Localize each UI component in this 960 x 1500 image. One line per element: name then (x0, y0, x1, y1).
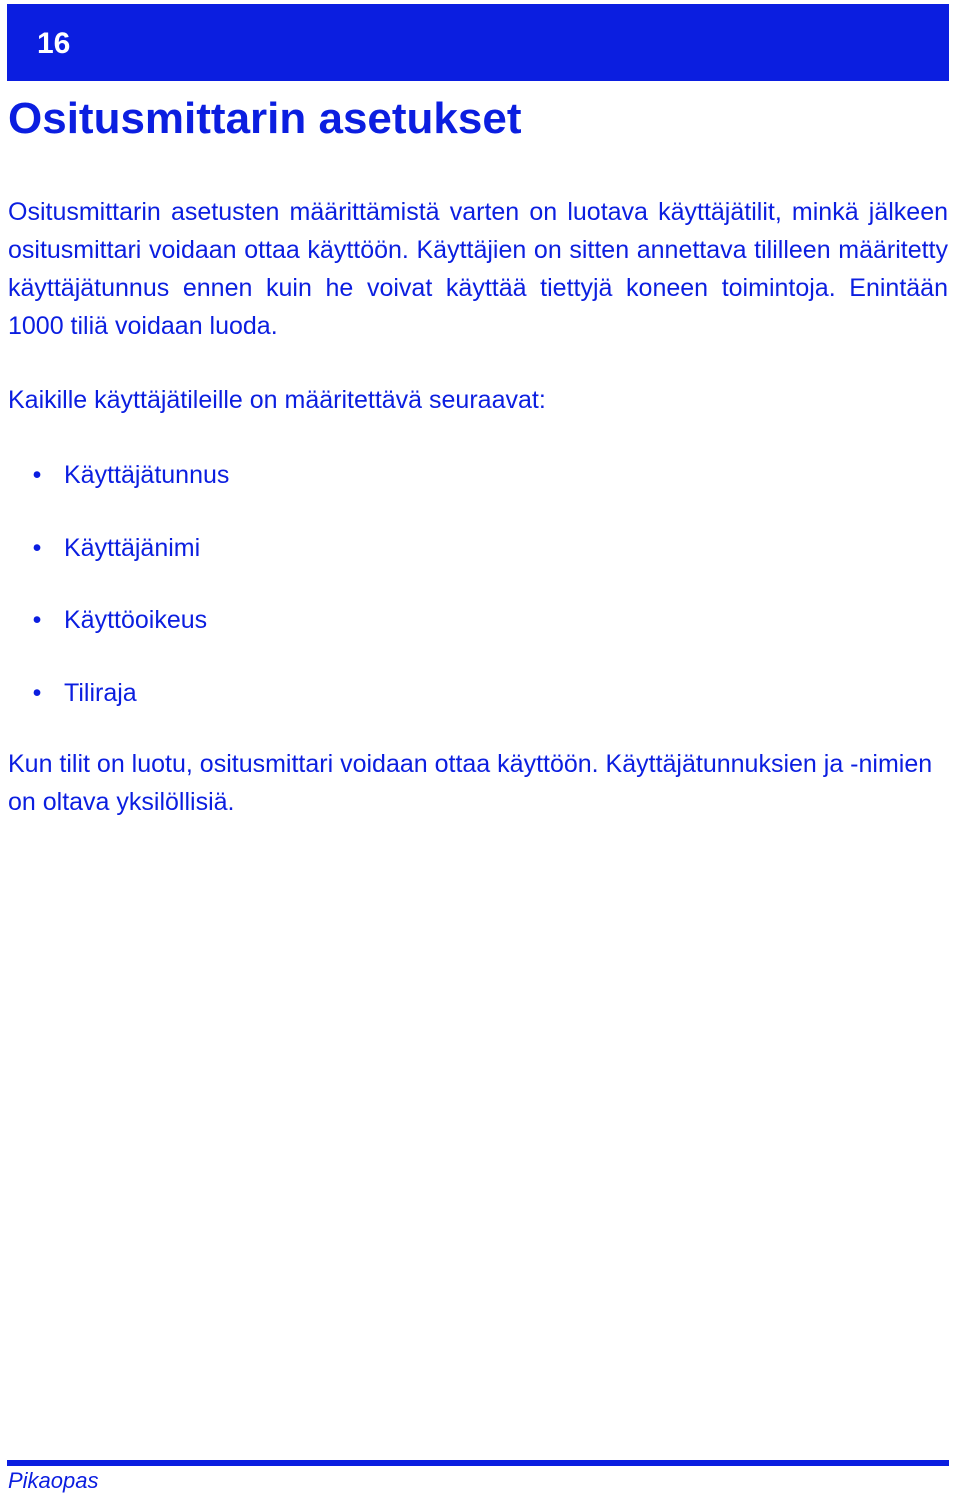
list-item-text: Tiliraja (64, 678, 137, 707)
bullet-icon: • (32, 533, 42, 562)
list-item-text: Käyttöoikeus (64, 606, 208, 634)
requirements-paragraph: Kaikille käyttäjätileille on määritettävä seuraavat: (8, 386, 546, 414)
header-bar (7, 4, 949, 81)
bullet-icon: • (32, 461, 42, 489)
bullet-icon: • (32, 678, 42, 707)
list-item-text: Käyttäjänimi (64, 533, 201, 562)
closing-paragraph: Kun tilit on luotu, ositusmittari voidaan ottaa käyttöön. Käyttäjätunnuksien ja -nimien on oltava yksilöllisiä. (8, 750, 933, 816)
page-number: 16 (37, 27, 71, 60)
intro-paragraph: Ositusmittarin asetusten määrittämistä varten on luotava käyttäjätilit, minkä jälkeen ositusmittari voidaan ottaa käyttöön. Käyttäjien on sitten annettava tililleen määritetty käyttäjätunnus ennen kuin he voivat käyttää tiettyjä koneen toimintoja. Enintään 1000 tiliä voidaan luoda. (8, 198, 948, 340)
page-title: Ositusmittarin asetukset (8, 94, 522, 143)
footer-rule (7, 1460, 949, 1466)
footer-label: Pikaopas (8, 1468, 99, 1493)
bullet-icon: • (32, 606, 42, 634)
list-item-text: Käyttäjätunnus (64, 461, 230, 489)
